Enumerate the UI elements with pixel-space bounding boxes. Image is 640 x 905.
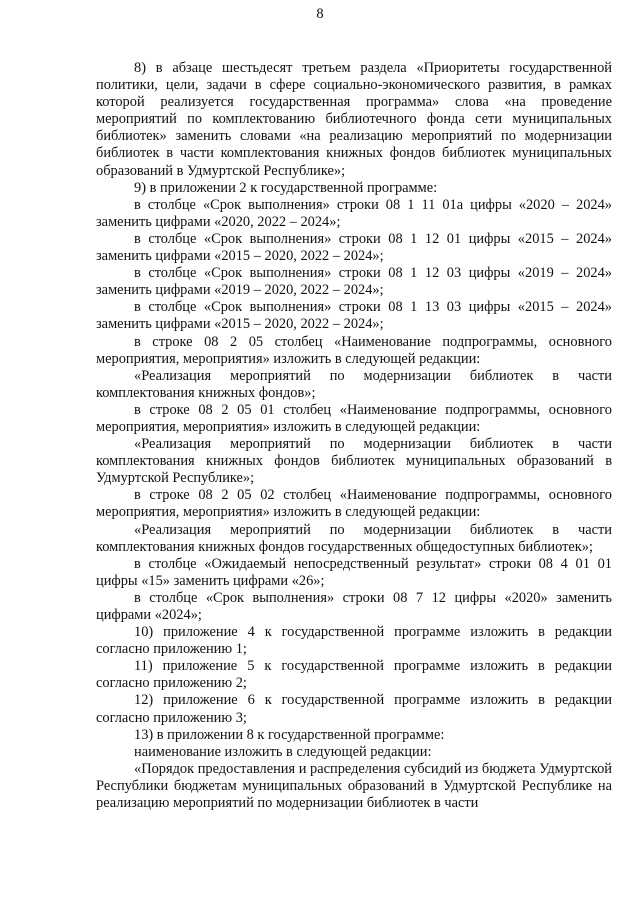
paragraph: 8) в абзаце шестьдесят третьем раздела «Приоритеты государственной политики, цели, задачи в сфере социально-экономического развития, в рамках которой реализуется государственная программа» слова «на проведение мероприятий по комплектованию библиотечного фонда сети муниципальных библиотек» заменить словами «на реализацию мероприятий по модернизации библиотек в части комплектования книжных фондов библиотек муниципальных образований в Удмуртской Республике»; (96, 60, 612, 179)
paragraph: в столбце «Ожидаемый непосредственный результат» строки 08 4 01 01 цифры «15» заменить цифрами «26»; (96, 555, 612, 589)
paragraph: 9) в приложении 2 к государственной программе: (134, 179, 438, 196)
paragraph: «Порядок предоставления и распределения субсидий из бюджета Удмуртской Республики бюджетам муниципальных образований в Удмуртской Республике на реализацию мероприятий по модернизации библиотек в части (96, 760, 612, 812)
paragraph: 13) в приложении 8 к государственной программе: (134, 726, 445, 743)
paragraph: в столбце «Срок выполнения» строки 08 7 12 цифры «2020» заменить цифрами «2024»; (96, 589, 612, 623)
paragraph: в строке 08 2 05 01 столбец «Наименование подпрограммы, основного мероприятия, мероприятия» изложить в следующей редакции: (96, 401, 612, 435)
paragraph: в столбце «Срок выполнения» строки 08 1 13 03 цифры «2015 – 2024» заменить цифрами «2015 – 2020, 2022 – 2024»; (96, 299, 612, 333)
paragraph: в столбце «Срок выполнения» строки 08 1 11 01а цифры «2020 – 2024» заменить цифрами «2020, 2022 – 2024»; (96, 196, 612, 230)
page-number: 8 (316, 6, 324, 22)
paragraph: 10) приложение 4 к государственной программе изложить в редакции согласно приложению 1; (96, 624, 612, 658)
paragraph: в строке 08 2 05 столбец «Наименование подпрограммы, основного мероприятия, мероприятия» изложить в следующей редакции: (96, 333, 612, 367)
paragraph: 11) приложение 5 к государственной программе изложить в редакции согласно приложению 2; (96, 658, 612, 692)
document-body (96, 60, 612, 812)
paragraph: в столбце «Срок выполнения» строки 08 1 12 03 цифры «2019 – 2024» заменить цифрами «2019 – 2020, 2022 – 2024»; (96, 265, 612, 299)
paragraph: наименование изложить в следующей редакции: (134, 743, 432, 760)
paragraph: «Реализация мероприятий по модернизации библиотек в части комплектования книжных фондов государственных общедоступных библиотек»; (96, 521, 612, 555)
paragraph: 12) приложение 6 к государственной программе изложить в редакции согласно приложению 3; (96, 692, 612, 726)
paragraph: «Реализация мероприятий по модернизации библиотек в части комплектования книжных фондов библиотек муниципальных образований в Удмуртской Республике»; (96, 436, 612, 487)
paragraph: в столбце «Срок выполнения» строки 08 1 12 01 цифры «2015 – 2024» заменить цифрами «2015 – 2020, 2022 – 2024»; (96, 230, 612, 265)
paragraph: в строке 08 2 05 02 столбец «Наименование подпрограммы, основного мероприятия, мероприятия» изложить в следующей редакции: (96, 487, 612, 521)
paragraph: «Реализация мероприятий по модернизации библиотек в части комплектования книжных фондов»; (96, 367, 612, 401)
